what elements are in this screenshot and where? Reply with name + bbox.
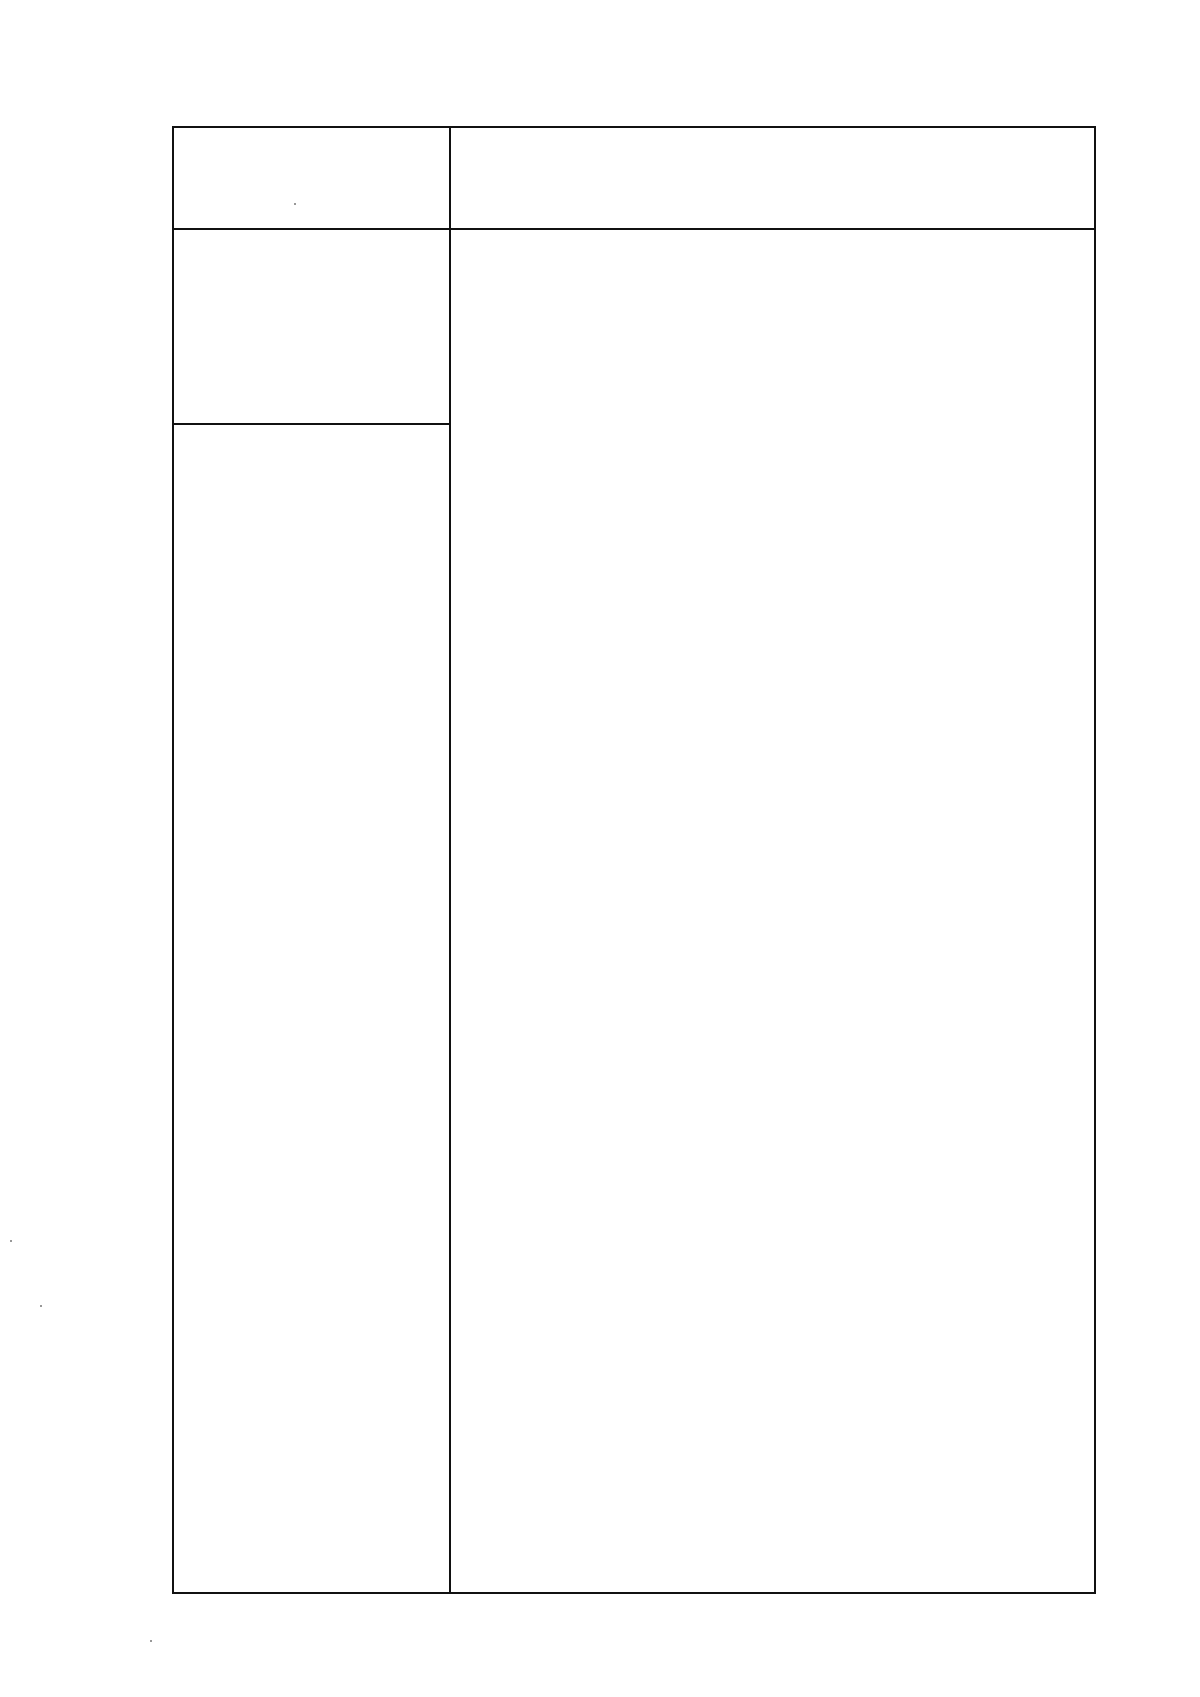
scan-speck	[150, 1640, 152, 1642]
column-divider	[449, 128, 451, 1592]
row-divider	[174, 228, 1094, 230]
label-cell-divider	[174, 423, 450, 425]
scan-speck	[294, 203, 296, 205]
scan-speck	[10, 1240, 12, 1242]
scan-speck	[40, 1305, 42, 1307]
program-passport-table	[172, 126, 1096, 1594]
